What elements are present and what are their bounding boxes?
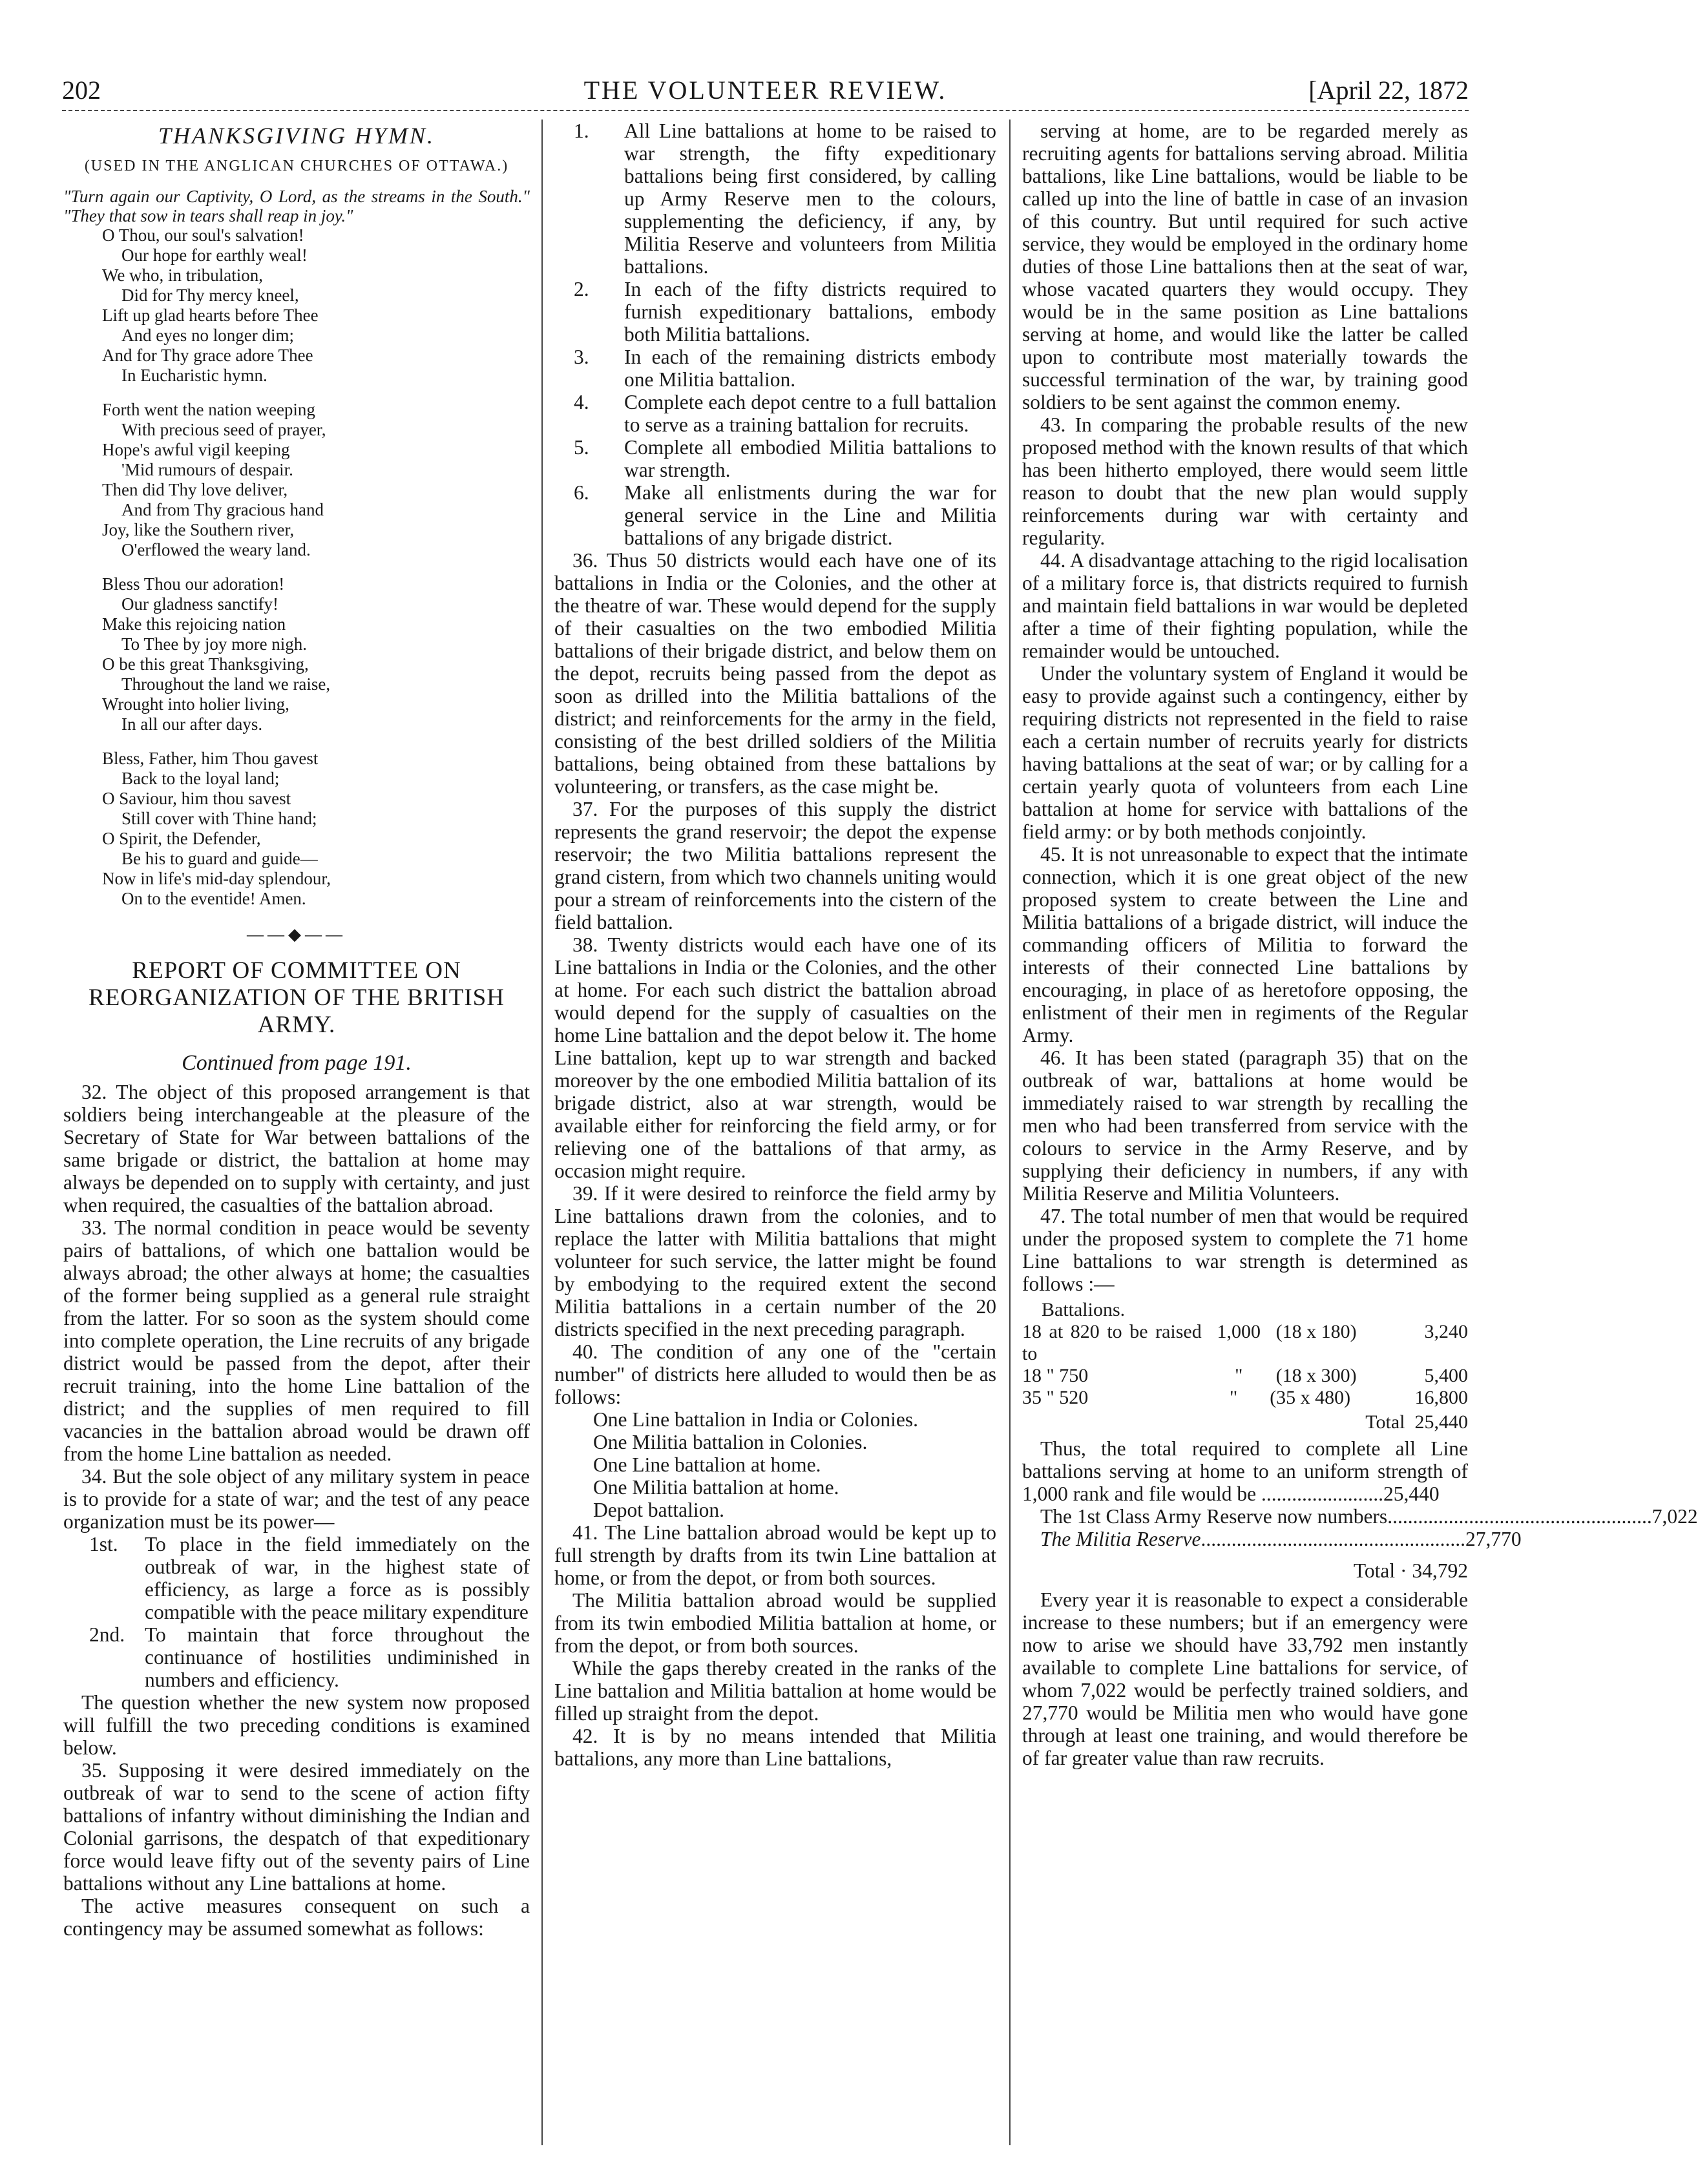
paragraph: 32. The object of this proposed arrangement is that soldiers being interchangeable at the pleasure of the Secretary of State for War between battalions of the same brigade or district, the battalion at home may always be depended on to supply with certainty, and just when required, the casualties of the battalion abroad. — [63, 1081, 530, 1216]
hymn-line: O Saviour, him thou savest — [102, 789, 291, 808]
hymn-line: Then did Thy love deliver, — [102, 480, 288, 499]
paragraph: 35. Supposing it were desired immediately on the outbreak of war to send to the scene of action fifty battalions of infantry without diminishing the Indian and Colonial garrisons, the despatch of that expeditionary force would leave fifty out of the seventy pairs of Line battalions without any Line battalions at home. — [63, 1759, 530, 1895]
hymn-line: With precious seed of prayer, — [121, 420, 326, 439]
measures-list — [554, 120, 996, 549]
hymn-title: THANKSGIVING HYMN. — [158, 123, 435, 149]
paragraph: 33. The normal condition in peace would be seventy pairs of battalions, of which one battalion would be always abroad; the other always at home; the casualties of the former being supplied as a general rule straight from the latter. For so soon as the system should come into complete operation, the Line recruits of any brigade district would be passed from the depot, after their recruit training, into the home Line battalion of the district; and the supplies of men required to fill vacancies in the battalion abroad would be drawn off from the home Line battalion as needed. — [63, 1216, 530, 1465]
journal-title: THE VOLUNTEER REVIEW. — [583, 76, 947, 105]
page-number: 202 — [62, 76, 101, 105]
column-2 — [554, 120, 996, 1770]
measure-number: 4. — [574, 391, 589, 413]
condition-line: Depot battalion. — [593, 1499, 724, 1521]
measure-number: 1. — [574, 120, 589, 142]
measure-text: Make all enlistments during the war for general service in the Line and Militia battalions of any brigade district. — [624, 481, 996, 549]
hymn-line: Forth went the nation weeping — [102, 400, 315, 419]
hymn-line: Hope's awful vigil keeping — [102, 440, 290, 459]
paragraph: 38. Twenty districts would each have one of its Line battalions in India or the Colonies, and the other at home. For each such district the battalion abroad would depend for the supply of casualties on the home Line battalion and the depot below it. The home Line battalion, kept up to war strength and backed moreover by the one embodied Militia battalion of its brigade district, also at war strength, would be available either for reinforcing the field army, or for relieving one of the battalions of that army, as occasion might require. — [554, 933, 996, 1182]
condition-number: 2nd. — [89, 1623, 125, 1646]
table-cell: 1,000 — [1217, 1321, 1261, 1342]
hymn-stanza — [102, 400, 530, 560]
closing-paragraph: Every year it is reasonable to expect a considerable increase to these numbers; but if an emergency were now to arise we should have 33,792 men instantly available to complete Line battalions for service, of whom 7,022 would be perfectly trained soldiers, and 27,770 would be Militia men who would have gone through at least one training, and would therefore be of far greater value than raw recruits. — [1022, 1588, 1468, 1769]
paragraph: The active measures consequent on such a contingency may be assumed somewhat as follows: — [63, 1895, 530, 1940]
table-heading: Battalions. — [1042, 1299, 1126, 1320]
paragraph: 45. It is not unreasonable to expect that the intimate connection, which it is one great object of the new proposed system to create between the Line and Militia battalions of a brigade district, will induce the commanding officers of Militia to forward the interests of their connected Line battalions by encouraging, in place of as heretofore opposing, the enlistment of their men in regiments of the Regular Army. — [1022, 843, 1468, 1046]
hymn-line: O'erflowed the weary land. — [121, 540, 311, 559]
table-total: Total 25,440 — [1365, 1411, 1468, 1433]
issue-date: [April 22, 1872 — [1308, 76, 1469, 105]
paragraph: 42. It is by no means intended that Militia battalions, any more than Line battalions, — [554, 1725, 996, 1770]
paragraph: The question whether the new system now proposed will fulfill the two preceding conditions is examined below. — [63, 1691, 530, 1759]
table-cell: (35 x 480) — [1270, 1387, 1351, 1408]
thus-paragraph: Thus, the total required to complete all Line battalions serving at home to an uniform strength of 1,000 rank and file would be ........................25,440 — [1022, 1437, 1468, 1505]
column-divider — [1009, 120, 1011, 2145]
measure-text: In each of the remaining districts embody one Militia battalion. — [624, 346, 996, 391]
hymn-line: Bless Thou our adoration! — [102, 574, 285, 594]
paragraph: The Militia battalion abroad would be supplied from its twin embodied Militia battalion at home, or from the depot, or from both sources. — [554, 1589, 996, 1657]
condition-item — [89, 1623, 530, 1691]
page-header — [62, 75, 1469, 120]
table-cell: (18 x 300) — [1275, 1365, 1357, 1386]
condition-text: To maintain that force throughout the continuance of hostilities undiminished in numbers and efficiency. — [145, 1623, 530, 1691]
paragraph: 39. If it were desired to reinforce the field army by Line battalions drawn from the colonies, and to replace the latter with Militia battalions that might volunteer for such service, the latter might be found by embodying to the required extent the second Militia battalions in a certain number of the 20 districts specified in the next preceding paragraph. — [554, 1182, 996, 1340]
paragraph: 41. The Line battalion abroad would be kept up to full strength by drafts from its twin Line battalion at home, or from the depot, or from both sources. — [554, 1521, 996, 1589]
table-cell: (18 x 180) — [1275, 1321, 1357, 1342]
hymn-line: O be this great Thanksgiving, — [102, 654, 309, 674]
measure-number: 6. — [574, 481, 589, 504]
hymn-line: Joy, like the Southern river, — [102, 520, 295, 539]
report-title: REPORT OF COMMITTEE ON REORGANIZATION OF THE BRITISH ARMY. — [89, 957, 505, 1038]
hymn-line: 'Mid rumours of despair. — [121, 460, 293, 479]
measure-number: 2. — [574, 278, 589, 300]
table-row — [1022, 1321, 1468, 1365]
hymn-line: To Thee by joy more nigh. — [121, 634, 308, 654]
hymn-line: Make this rejoicing nation — [102, 614, 286, 634]
hymn-line: Now in life's mid-day splendour, — [102, 869, 331, 888]
measure-item — [554, 391, 996, 436]
table-cell: " — [1235, 1365, 1243, 1386]
hymn-line: Bless, Father, him Thou gavest — [102, 749, 319, 768]
reserve-line: The 1st Class Army Reserve now numbers .................................................... 7,022 — [1040, 1505, 1698, 1528]
table-row — [1022, 1365, 1468, 1387]
hymn-line: Lift up glad hearts before Thee — [102, 306, 319, 325]
condition-line: One Militia battalion in Colonies. — [593, 1431, 868, 1453]
report-paragraphs-1 — [63, 1081, 530, 1533]
section-ornament: ——◆—— — [247, 925, 346, 944]
paragraph: 43. In comparing the probable results of the new proposed method with the known results of that which has been hitherto employed, there would seem little reason to doubt that the new plan would supply reinforcements during war with certainty and regularity. — [1022, 413, 1468, 549]
hymn-line: And eyes no longer dim; — [121, 326, 294, 345]
measure-text: Complete all embodied Militia battalions to war strength. — [624, 436, 996, 481]
table-cell: 16,800 — [1414, 1387, 1468, 1408]
continued-note: Continued from page 191. — [182, 1051, 412, 1075]
hymn-stanza — [102, 749, 530, 909]
hymn-line: We who, in tribulation, — [102, 265, 264, 285]
hymn-stanzas — [63, 225, 530, 909]
condition-line: One Line battalion at home. — [593, 1453, 821, 1476]
table-row — [1022, 1387, 1468, 1409]
table-cell: 5,400 — [1424, 1365, 1468, 1386]
hymn-line: Be his to guard and guide— — [121, 849, 318, 868]
condition-text: To place in the field immediately on the outbreak of war, in the highest state of efficiency, as large a force as is possibly compatible with the peace military expenditure — [145, 1533, 530, 1623]
hymn-line: Our hope for earthly weal! — [121, 245, 308, 265]
table-cell: 18 " 750 — [1022, 1365, 1089, 1386]
column-divider — [541, 120, 543, 2145]
condition-number: 1st. — [89, 1533, 118, 1555]
report-paragraphs-1b — [63, 1691, 530, 1940]
grand-total: Total · 34,792 — [1353, 1559, 1468, 1582]
battalions-table — [1022, 1299, 1468, 1433]
paragraph: 46. It has been stated (paragraph 35) that on the outbreak of war, battalions at home would be immediately raised to war strength by recalling the men who had been transferred from service with the colours to service in the Army Reserve, and by supplying their deficiency in numbers, if any with Militia Reserve and Militia Volunteers. — [1022, 1046, 1468, 1205]
militia-line: The Militia Reserve .................................................... 27,770 — [1040, 1528, 1522, 1550]
paragraph: 34. But the sole object of any military system in peace is to provide for a state of war; and the test of any peace organization must be its power— — [63, 1465, 530, 1533]
measure-number: 5. — [574, 436, 589, 459]
table-cell: 18 at 820 to be raised to — [1022, 1321, 1202, 1364]
condition-line: One Militia battalion at home. — [593, 1476, 839, 1499]
measure-number: 3. — [574, 346, 589, 368]
hymn-line: And from Thy gracious hand — [121, 500, 324, 519]
hymn-epigraph: "Turn again our Captivity, O Lord, as the streams in the South." "They that sow in tears shall reap in joy." — [63, 187, 530, 225]
measure-item — [554, 481, 996, 549]
hymn-line: And for Thy grace adore Thee — [102, 346, 313, 365]
table-cell: 3,240 — [1424, 1321, 1468, 1342]
measure-item — [554, 120, 996, 278]
measure-text: All Line battalions at home to be raised to war strength, the fifty expeditionary battalions being first considered, by calling up Army Reserve men to the colours, supplementing the deficiency, if any, by Militia Reserve and volunteers from Militia battalions. — [624, 120, 996, 278]
paragraph: 36. Thus 50 districts would each have one of its battalions in India or the Colonies, and the other at the theatre of war. These would depend for the supply of their casualties on the two embodied Militia battalions of their brigade district, and below them on the depot, recruits being passed from the depot as soon as drilled into the Militia battalions of the district; and reinforcements for the army in the field, consisting of the best drilled soldiers of the Militia battalions, being obtained from these battalions by volunteering, or transfers, as the case might be. — [554, 549, 996, 798]
hymn-line: Did for Thy mercy kneel, — [121, 286, 299, 305]
measure-item — [554, 346, 996, 391]
column-1 — [63, 120, 530, 1940]
hymn-line: Our gladness sanctify! — [121, 594, 278, 614]
report-paragraphs-2b — [554, 1521, 996, 1770]
report-paragraphs-2 — [554, 549, 996, 1408]
measure-item — [554, 278, 996, 346]
conditions-list — [89, 1533, 530, 1691]
condition-item — [89, 1533, 530, 1623]
table-cell: " — [1229, 1387, 1238, 1408]
hymn-subtitle: (USED IN THE ANGLICAN CHURCHES OF OTTAWA.) — [84, 158, 509, 174]
measure-text: In each of the fifty districts required to furnish expeditionary battalions, embody both Militia battalions. — [624, 278, 996, 346]
paragraph: 40. The condition of any one of the "certain number" of districts here alluded to would then be as follows: — [554, 1340, 996, 1408]
column-3 — [1022, 120, 1698, 1769]
hymn-stanza — [102, 574, 530, 734]
report-paragraphs-3 — [1022, 120, 1468, 1295]
paragraph: 44. A disadvantage attaching to the rigid localisation of a military force is, that districts required to furnish and maintain field battalions in war would be depleted after a time of their fighting population, while the remainder would be untouched. — [1022, 549, 1468, 662]
hymn-line: In Eucharistic hymn. — [121, 366, 267, 385]
paragraph: 37. For the purposes of this supply the district represents the grand reservoir; the depot the expense reservoir; the two Militia battalions represent the grand cistern, from which two channels uniting would pour a stream of reinforcements into the cistern of the field battalion. — [554, 798, 996, 933]
paragraph: serving at home, are to be regarded merely as recruiting agents for battalions serving abroad. Militia battalions, like Line battalions, would be liable to be called up into the line of battle in case of an invasion of this country. But until required for such active service, they would be employed in the ordinary home duties of those Line battalions then at the seat of war, whose vacated quarters they would occupy. They would be in the same position as Line battalions serving at home, and would like the latter be called upon to contribute most materially towards the successful termination of the war, by training good soldiers to be sent against the common enemy. — [1022, 120, 1468, 413]
hymn-line: Still cover with Thine hand; — [121, 809, 317, 828]
table-cell: 35 " 520 — [1022, 1387, 1089, 1408]
hymn-line: In all our after days. — [121, 714, 263, 734]
hymn-line: O Thou, our soul's salvation! — [102, 225, 304, 245]
hymn-stanza — [102, 225, 530, 386]
paragraph: 47. The total number of men that would be required under the proposed system to complete the 71 home Line battalions to war strength is determined as follows :— — [1022, 1205, 1468, 1295]
hymn-line: Throughout the land we raise, — [121, 674, 331, 694]
header-rule — [62, 110, 1469, 111]
paragraph: Under the voluntary system of England it would be easy to provide against such a contingency, either by requiring districts not represented in the field to raise each a certain number of recruits yearly for districts having battalions at the seat of war; or by calling for a certain yearly quota of volunteers from each Line battalion at home for service with battalions of the field army: or by both methods conjointly. — [1022, 662, 1468, 843]
measure-text: Complete each depot centre to a full battalion to serve as a training battalion for recruits. — [624, 391, 996, 436]
hymn-line: Back to the loyal land; — [121, 769, 280, 788]
paragraph: While the gaps thereby created in the ranks of the Line battalion and Militia battalion at home would be filled up straight from the depot. — [554, 1657, 996, 1725]
hymn-line: O Spirit, the Defender, — [102, 829, 261, 848]
hymn-line: On to the eventide! Amen. — [121, 889, 306, 908]
condition-line: One Line battalion in India or Colonies. — [593, 1408, 919, 1431]
district-conditions — [593, 1408, 996, 1521]
measure-item — [554, 436, 996, 481]
hymn-line: Wrought into holier living, — [102, 694, 289, 714]
